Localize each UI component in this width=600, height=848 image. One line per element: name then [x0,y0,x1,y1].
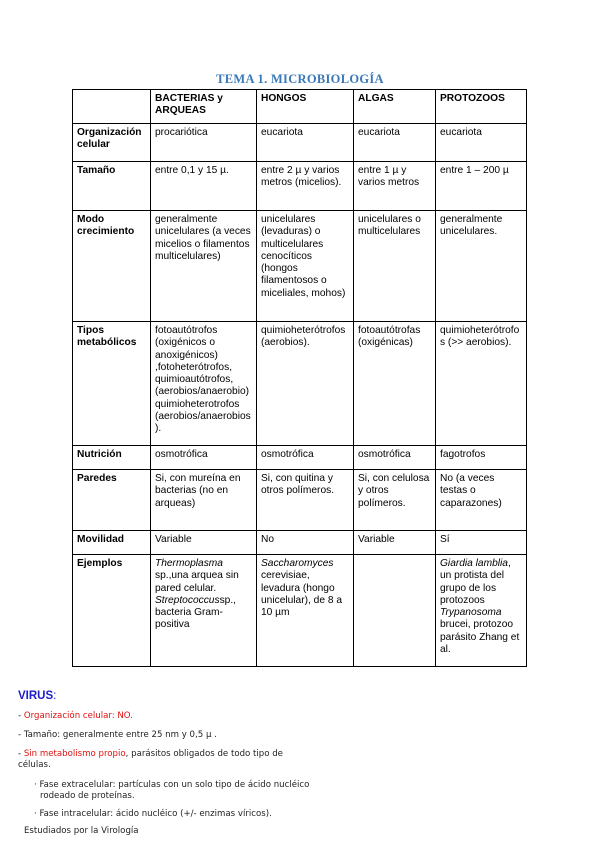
table-cell: fagotrofos [436,446,527,470]
table-cell: fotoautótrofas (oxigénicas) [354,322,436,446]
cell-text: sp.,una arquea sin pared celular. [155,570,239,594]
table-cell: eucariota [257,124,354,162]
table-cell: quimioheterótrofos (>> aerobios). [436,322,527,446]
table-header-row [73,90,527,124]
table-cell: procariótica [151,124,257,162]
table-row [73,162,527,211]
table-cell: entre 1 – 200 µ [436,162,527,211]
table-cell: Si, con quitina y otros polímeros. [257,470,354,531]
row-label: Nutrición [73,446,151,470]
cell-text: sp., bacteria Gram-positiva [155,594,236,631]
row-label: Tipos metabólicos [73,322,151,446]
table-cell: generalmente unicelulares (a veces micelios o filamentos multicelulares) [151,211,257,322]
table-cell: Variable [354,531,436,555]
cell-text: , un protista del grupo de los protozoos [440,558,511,606]
cell-text: cerevisiae, levadura (hongo unicelular), de 8 a 10 µm [261,570,342,619]
header-cell: ALGAS [354,90,436,124]
table-row [73,124,527,162]
virus-size: - Tamaño: generalmente entre 25 nm y 0,5 µ . [18,730,217,740]
header-cell: HONGOS [257,90,354,124]
virus-organization: - Organización celular: NO. [18,711,133,721]
table-cell [354,555,436,667]
table-cell: unicelulares o multicelulares [354,211,436,322]
table-row [73,322,527,446]
virus-heading: VIRUS: [18,690,57,702]
species-name: Thermoplasma [155,558,223,569]
table-cell: generalmente unicelulares. [436,211,527,322]
virus-metabolism-cont: células. [18,760,51,770]
table-row [73,531,527,555]
table-cell: entre 1 µ y varios metros [354,162,436,211]
table-cell [436,555,527,667]
species-name: Streptococcus [155,594,220,606]
table-row [73,470,527,531]
virus-extracellular-cont: rodeado de proteínas. [40,791,135,801]
virus-studied-by: Estudiados por la Virología [24,826,139,836]
table-cell: entre 0,1 y 15 µ. [151,162,257,211]
table-cell: osmotrófica [257,446,354,470]
header-cell: BACTERIAS y ARQUEAS [151,90,257,124]
row-label: Movilidad [73,531,151,555]
table-cell: Si, con celulosa y otros polímeros. [354,470,436,531]
header-cell: PROTOZOOS [436,90,527,124]
row-label: Tamaño [73,162,151,211]
table-cell [257,555,354,667]
row-label: Paredes [73,470,151,531]
species-name: Trypanosoma [440,607,502,619]
table-cell: osmotrófica [151,446,257,470]
table-row [73,211,527,322]
row-label: Organización celular [73,124,151,162]
page-title: TEMA 1. MICROBIOLOGÍA [216,72,384,86]
row-label: Modo crecimiento [73,211,151,322]
table-row [73,446,527,470]
species-name: Giardia lamblia [440,558,508,569]
virus-extracellular: · Fase extracelular: partículas con un solo tipo de ácido nucléico [34,780,310,790]
comparison-table [72,89,527,667]
virus-intracellular: · Fase intracelular: ácido nucléico (+/- enzimas víricos). [34,809,272,819]
table-cell: Si, con mureína en bacterias (no en arqueas) [151,470,257,531]
table-cell: fotoautótrofos (oxigénicos o anoxigénicos) ,fotoheterótrofos, quimioautótrofos,(aerobios/anaerobio) quimioheterotrofos (aerobios/anaerobios). [151,322,257,446]
species-name: Saccharomyces [261,558,334,569]
table-row [73,555,527,667]
table-cell: Sí [436,531,527,555]
header-cell [73,90,151,124]
row-label: Ejemplos [73,555,151,667]
table-cell: eucariota [354,124,436,162]
cell-text: brucei, protozoo parásito Zhang et al. [440,619,520,656]
table-cell: quimioheterótrofos (aerobios). [257,322,354,446]
table-cell: No [257,531,354,555]
table-cell: eucariota [436,124,527,162]
table-cell: entre 2 µ y varios metros (micelios). [257,162,354,211]
table-cell: unicelulares (levaduras) o multicelulares cenocíticos (hongos filamentosos o miceliales, mohos) [257,211,354,322]
table-cell: osmotrófica [354,446,436,470]
table-cell [151,555,257,667]
table-cell: No (a veces testas o caparazones) [436,470,527,531]
virus-metabolism: - Sin metabolismo propio, parásitos obligados de todo tipo de [18,749,283,759]
table-cell: Variable [151,531,257,555]
